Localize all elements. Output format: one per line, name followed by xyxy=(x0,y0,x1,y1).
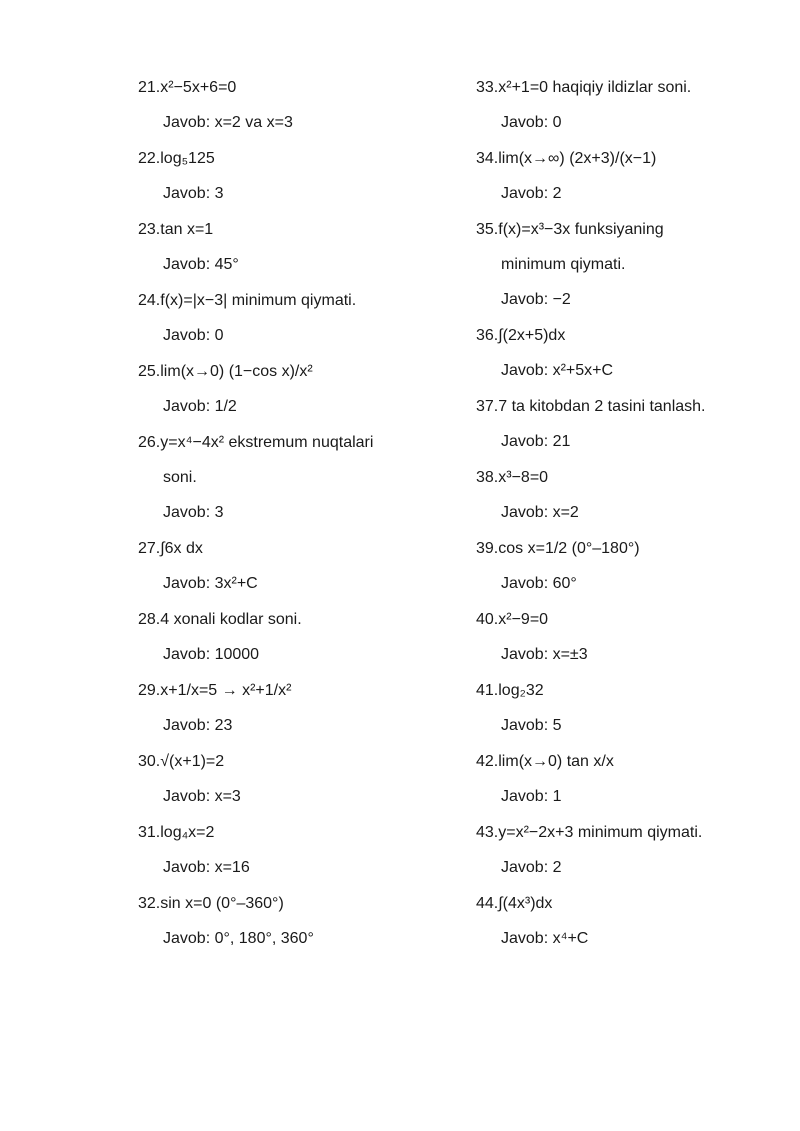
problem-item xyxy=(138,146,458,206)
problem-question xyxy=(138,359,458,384)
problem-answer: Javob: 60° xyxy=(501,575,577,592)
problem-item xyxy=(138,359,458,419)
problem-item xyxy=(138,430,458,525)
problem-text: log₅125 xyxy=(160,150,215,167)
problem-question xyxy=(138,146,458,171)
problem-item xyxy=(138,749,458,809)
problem-number: 36. xyxy=(476,327,499,344)
problem-number: 22. xyxy=(138,150,161,167)
problem-text: lim(x→0) tan x/x xyxy=(498,753,614,770)
problem-question xyxy=(476,820,776,845)
problem-item xyxy=(138,607,458,667)
problem-item xyxy=(476,323,776,383)
problem-number: 28. xyxy=(138,611,161,628)
problem-text: x²−9=0 xyxy=(498,611,549,628)
problem-answer: Javob: 2 xyxy=(501,185,562,202)
problem-text: √(x+1)=2 xyxy=(160,753,225,770)
problem-number: 25. xyxy=(138,363,161,380)
left-column xyxy=(138,75,458,962)
problem-item xyxy=(476,465,776,525)
problem-item xyxy=(476,749,776,809)
problem-item xyxy=(476,607,776,667)
problem-question xyxy=(138,749,458,774)
problem-answer: Javob: 3 xyxy=(163,185,224,202)
problem-item xyxy=(138,536,458,596)
problem-question xyxy=(476,217,776,242)
problem-number: 31. xyxy=(138,824,161,841)
problem-number: 21. xyxy=(138,79,161,96)
problem-answer: Javob: 1 xyxy=(501,788,562,805)
problem-item xyxy=(138,75,458,135)
problem-text: x²−5x+6=0 xyxy=(160,79,237,96)
problem-question xyxy=(476,678,776,703)
problem-item xyxy=(476,536,776,596)
problem-text: ∫(4x³)dx xyxy=(498,895,553,912)
problem-question xyxy=(138,820,458,845)
problem-item xyxy=(476,678,776,738)
problem-question xyxy=(476,75,776,100)
problem-number: 29. xyxy=(138,682,161,699)
problem-text: y=x²−2x+3 minimum qiymati. xyxy=(498,824,703,841)
problem-answer: Javob: x⁴+C xyxy=(501,930,589,947)
problem-number: 39. xyxy=(476,540,499,557)
problem-answer: Javob: 3 xyxy=(163,504,224,521)
problem-number: 38. xyxy=(476,469,499,486)
problem-text: ∫(2x+5)dx xyxy=(498,327,566,344)
problem-answer: Javob: 0°, 180°, 360° xyxy=(163,930,314,947)
problem-question xyxy=(138,430,458,455)
problem-text: x³−8=0 xyxy=(498,469,549,486)
problem-item xyxy=(476,891,776,951)
problem-item xyxy=(476,820,776,880)
problem-question xyxy=(476,394,776,419)
problem-question xyxy=(476,465,776,490)
problem-number: 37. xyxy=(476,398,499,415)
problem-question xyxy=(476,536,776,561)
problem-text: log₄x=2 xyxy=(160,824,215,841)
problem-text-continuation: soni. xyxy=(163,469,197,486)
problem-answer: Javob: 5 xyxy=(501,717,562,734)
problem-text-continuation: minimum qiymati. xyxy=(501,256,626,273)
problem-item xyxy=(138,820,458,880)
problem-text: ∫6x dx xyxy=(160,540,203,557)
problem-text: f(x)=|x−3| minimum qiymati. xyxy=(160,292,357,309)
problem-answer: Javob: 10000 xyxy=(163,646,260,663)
problem-item xyxy=(476,75,776,135)
problem-question xyxy=(138,288,458,313)
problem-answer: Javob: x=2 xyxy=(501,504,579,521)
problem-answer: Javob: x=2 va x=3 xyxy=(163,114,293,131)
problem-answer: Javob: −2 xyxy=(501,291,571,308)
problem-answer: Javob: 21 xyxy=(501,433,571,450)
problem-question xyxy=(138,75,458,100)
problem-text: 7 ta kitobdan 2 tasini tanlash. xyxy=(498,398,706,415)
problem-number: 43. xyxy=(476,824,499,841)
problem-item xyxy=(138,217,458,277)
problem-item xyxy=(476,146,776,206)
problem-answer: Javob: x=16 xyxy=(163,859,250,876)
right-column xyxy=(476,75,776,962)
problem-question xyxy=(138,217,458,242)
problem-number: 33. xyxy=(476,79,499,96)
problem-question xyxy=(476,749,776,774)
problem-number: 44. xyxy=(476,895,499,912)
problem-number: 24. xyxy=(138,292,161,309)
problem-number: 26. xyxy=(138,434,161,451)
problem-item xyxy=(138,288,458,348)
problem-answer: Javob: 1/2 xyxy=(163,398,237,415)
problem-text: sin x=0 (0°–360°) xyxy=(160,895,284,912)
problem-number: 41. xyxy=(476,682,499,699)
problem-number: 27. xyxy=(138,540,161,557)
problem-number: 35. xyxy=(476,221,499,238)
problem-question xyxy=(138,607,458,632)
problem-number: 34. xyxy=(476,150,499,167)
problem-question xyxy=(138,891,458,916)
problem-answer: Javob: 0 xyxy=(501,114,562,131)
problem-text: log₂32 xyxy=(498,682,544,699)
problem-number: 42. xyxy=(476,753,499,770)
problem-number: 23. xyxy=(138,221,161,238)
problem-item xyxy=(138,678,458,738)
problem-item xyxy=(476,217,776,312)
problem-text: x²+1=0 haqiqiy ildizlar soni. xyxy=(498,79,692,96)
problem-question xyxy=(138,678,458,703)
problem-question xyxy=(476,146,776,171)
problem-number: 32. xyxy=(138,895,161,912)
problem-answer: Javob: 23 xyxy=(163,717,233,734)
problem-number: 40. xyxy=(476,611,499,628)
problem-answer: Javob: x=±3 xyxy=(501,646,588,663)
problem-question xyxy=(138,536,458,561)
problem-text: tan x=1 xyxy=(160,221,214,238)
problem-text: cos x=1/2 (0°–180°) xyxy=(498,540,640,557)
problem-question xyxy=(476,607,776,632)
problem-answer: Javob: 3x²+C xyxy=(163,575,258,592)
problem-text: y=x⁴−4x² ekstremum nuqtalari xyxy=(160,434,374,451)
problem-answer: Javob: 0 xyxy=(163,327,224,344)
problem-text: x+1/x=5 → x²+1/x² xyxy=(160,682,292,699)
problem-item xyxy=(138,891,458,951)
problem-question xyxy=(476,323,776,348)
problem-answer: Javob: x²+5x+C xyxy=(501,362,614,379)
problem-text: f(x)=x³−3x funksiyaning xyxy=(498,221,664,238)
problem-answer: Javob: x=3 xyxy=(163,788,241,805)
problem-text: 4 xonali kodlar soni. xyxy=(160,611,302,628)
problem-text: lim(x→0) (1−cos x)/x² xyxy=(160,363,313,380)
problem-number: 30. xyxy=(138,753,161,770)
problem-text: lim(x→∞) (2x+3)/(x−1) xyxy=(498,150,657,167)
problem-question xyxy=(476,891,776,916)
problem-answer: Javob: 2 xyxy=(501,859,562,876)
problem-answer: Javob: 45° xyxy=(163,256,239,273)
problem-item xyxy=(476,394,776,454)
